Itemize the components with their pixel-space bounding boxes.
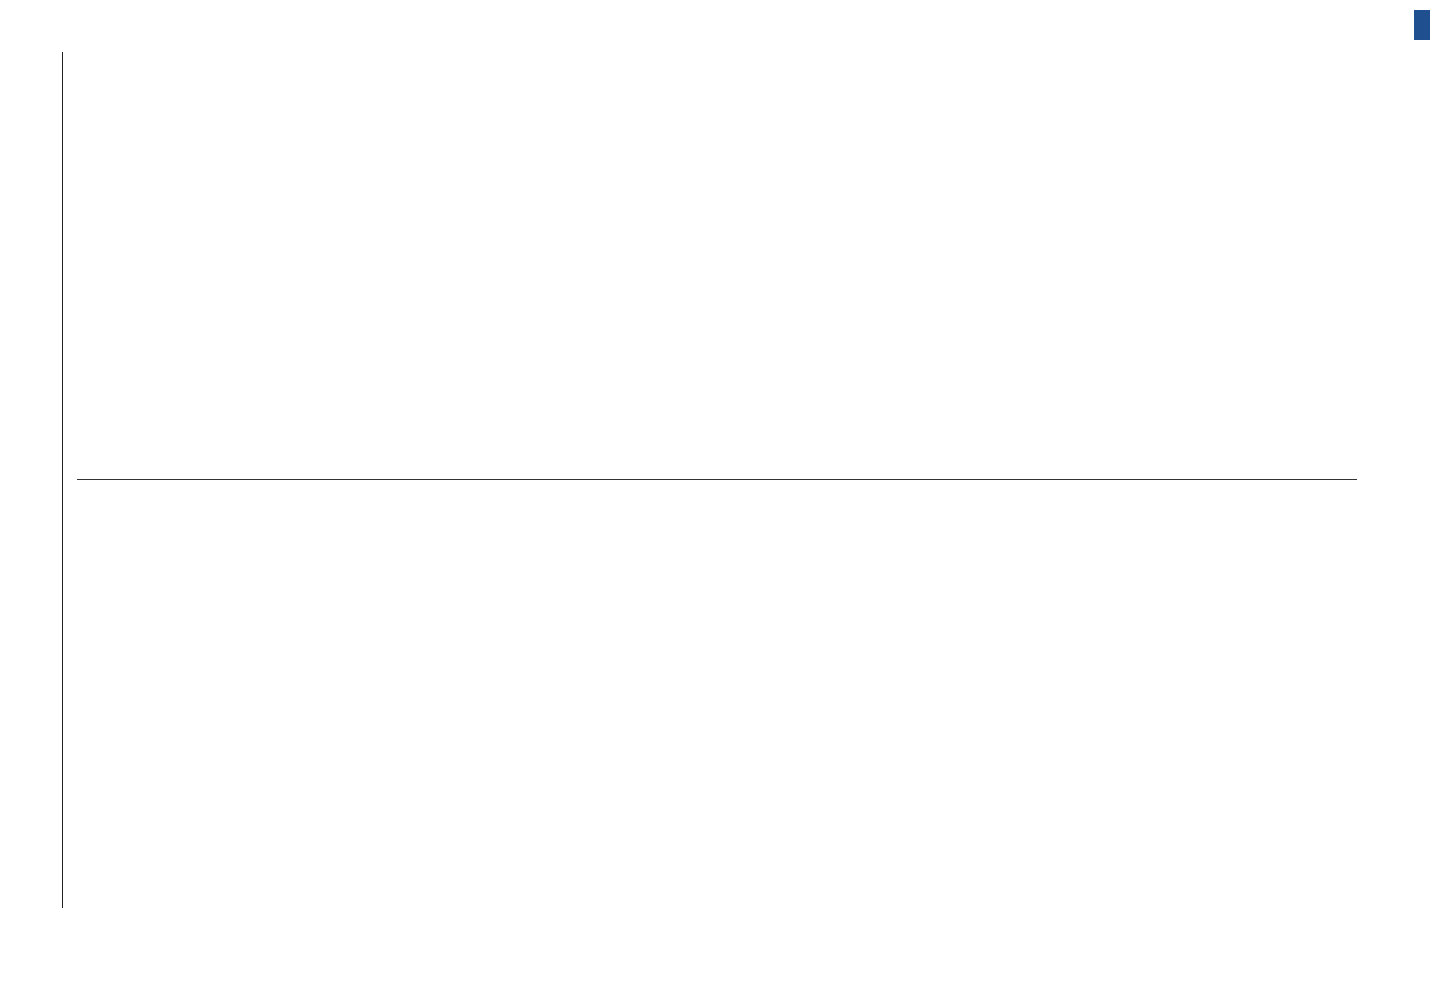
column-rule: [77, 480, 1357, 481]
page-header: [26, 52, 56, 908]
register-columns: [77, 52, 1357, 908]
digitization-note: [1414, 10, 1430, 690]
header-rule: [62, 52, 63, 908]
